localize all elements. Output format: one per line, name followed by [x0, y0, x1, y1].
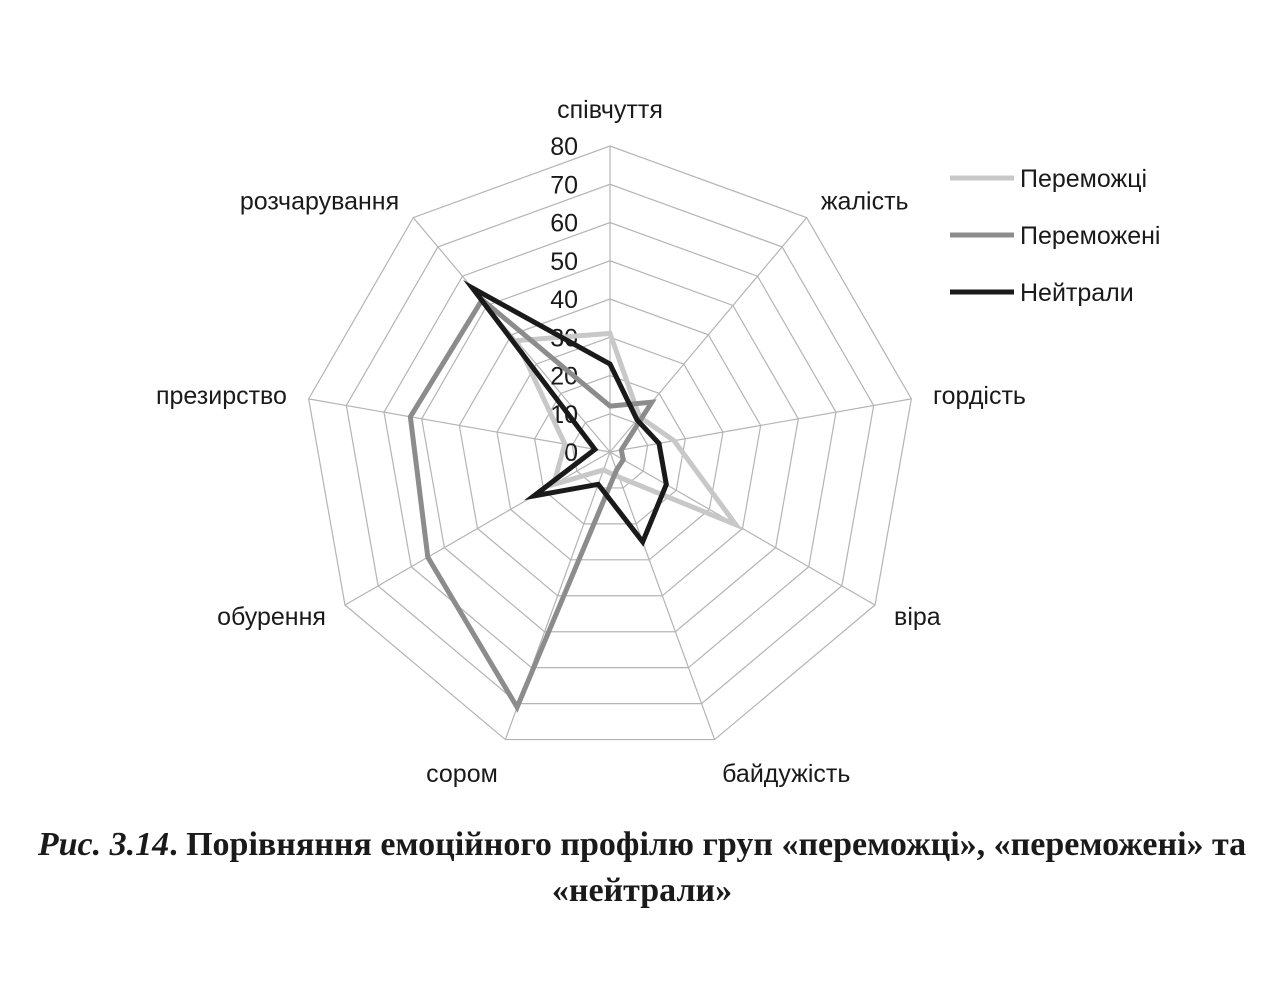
figure-caption-text: . Порівняння емоційного профілю груп «переможці», «переможені» та «нейтрали» — [169, 826, 1247, 909]
radial-tick-label: 10 — [550, 400, 578, 429]
category-label: співчуття — [557, 96, 663, 124]
category-label: сором — [426, 760, 498, 789]
legend-entry: Нейтрали — [1020, 279, 1134, 307]
legend-entry: Переможені — [1020, 222, 1161, 250]
radial-tick-label: 50 — [550, 247, 578, 276]
category-label: віра — [894, 603, 941, 631]
radial-tick-label: 30 — [550, 324, 578, 353]
category-label: розчарування — [239, 187, 400, 216]
figure-caption — [0, 822, 1284, 914]
legend-entry: Переможці — [1020, 165, 1148, 193]
radial-tick-label: 60 — [550, 209, 578, 238]
category-label: презирство — [155, 382, 287, 411]
radar-grid — [309, 146, 912, 740]
category-label: гордість — [933, 382, 1026, 411]
category-label: обурення — [217, 603, 326, 631]
figure-number: Рис. 3.14 — [37, 826, 170, 863]
category-label: жалість — [820, 187, 909, 216]
category-label: байдужість — [722, 760, 851, 789]
radial-tick-label: 40 — [550, 286, 578, 314]
radial-tick-label: 70 — [550, 171, 578, 200]
radial-tick-label: 80 — [550, 133, 578, 161]
radial-tick-label: 0 — [564, 439, 578, 467]
legend — [950, 165, 1160, 307]
radial-tick-label: 20 — [550, 362, 578, 391]
